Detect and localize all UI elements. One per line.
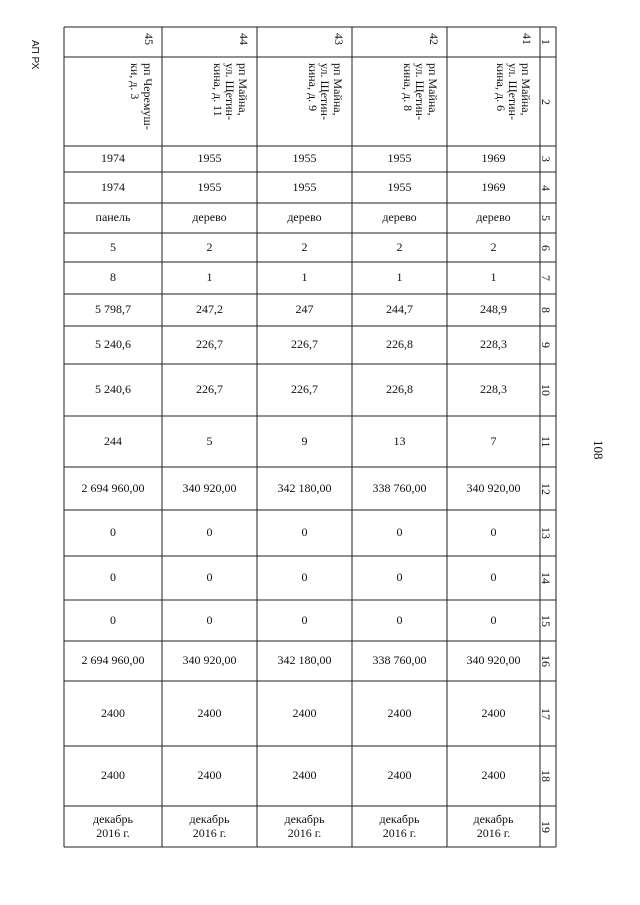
- table-cell: 338 760,00: [372, 653, 427, 668]
- address-cell: рп Майна, ул. Щетин- кина, д. 6: [493, 63, 533, 120]
- table-cell: 1955: [197, 151, 222, 166]
- table-cell: 226,7: [291, 382, 318, 397]
- table-cell: 342 180,00: [277, 480, 332, 495]
- table-cell: 340 920,00: [182, 480, 237, 495]
- table-cell: 2: [490, 239, 497, 254]
- row-number: 1: [539, 39, 553, 45]
- table-cell: 5 240,6: [95, 337, 131, 352]
- row-number: 4: [539, 184, 553, 191]
- table-cell: 2400: [101, 705, 125, 720]
- table-cell: 2400: [101, 768, 125, 783]
- table-cell: 2400: [197, 705, 222, 720]
- row-number: 9: [539, 342, 553, 348]
- table-cell: 0: [110, 570, 116, 585]
- row-number: 10: [539, 384, 553, 396]
- table-cell: 0: [301, 525, 308, 540]
- table-cell: 2400: [481, 705, 506, 720]
- table-cell: 340 920,00: [466, 653, 521, 668]
- table-cell: 2: [206, 239, 213, 254]
- table-cell: 0: [206, 612, 213, 627]
- table-cell: 7: [490, 433, 497, 448]
- table-cell: 2: [301, 239, 308, 254]
- table-cell: 0: [490, 570, 497, 585]
- row-number: 15: [539, 614, 553, 627]
- table-cell: 226,7: [196, 382, 223, 397]
- table-cell: 5: [110, 239, 116, 254]
- margin-stamp: АП РХ: [29, 40, 40, 70]
- table-cell: 247: [295, 302, 314, 317]
- row-number: 3: [539, 156, 553, 162]
- table-cell: 5 798,7: [95, 302, 131, 317]
- table-cell: 247,2: [196, 302, 223, 317]
- table-cell: 228,3: [480, 337, 507, 352]
- table-cell: 1955: [387, 151, 412, 166]
- row-number: 11: [539, 435, 553, 448]
- row-number: 17: [539, 707, 553, 720]
- column-id: 42: [427, 33, 441, 45]
- address-cell: рп Майна, ул. Щетин- кина, д. 11: [210, 63, 250, 120]
- table-cell: 1: [490, 270, 497, 285]
- page-number: 108: [591, 440, 606, 460]
- table-cell: 1: [206, 270, 213, 285]
- table-cell: декабрь 2016 г.: [473, 812, 514, 840]
- table-cell: 0: [206, 570, 213, 585]
- table-cell: декабрь 2016 г.: [93, 812, 133, 840]
- table-cell: 13: [393, 433, 406, 448]
- table-cell: 1955: [292, 151, 317, 166]
- table-cell: 2400: [387, 705, 412, 720]
- table-cell: 2400: [292, 705, 317, 720]
- table-cell: 2 694 960,00: [81, 480, 145, 495]
- row-number: 12: [539, 482, 553, 495]
- table-cell: 1974: [101, 151, 125, 166]
- table-cell: 226,8: [386, 382, 413, 397]
- table-cell: декабрь 2016 г.: [189, 812, 230, 840]
- address-cell: рп Майна, ул. Щетин- кина, д. 8: [400, 63, 440, 120]
- table-cell: 340 920,00: [466, 480, 521, 495]
- row-number: 14: [539, 572, 553, 584]
- table-cell: 1: [301, 270, 308, 285]
- table-cell: 248,9: [480, 302, 507, 317]
- table-cell: 2400: [387, 768, 412, 783]
- table-cell: 226,7: [196, 337, 223, 352]
- address-cell: рп Майна, ул. Щетин- кина, д. 9: [305, 63, 345, 120]
- table-cell: 342 180,00: [277, 653, 332, 668]
- column-id: 43: [332, 33, 346, 45]
- table-cell: 2400: [197, 768, 222, 783]
- table-cell: 8: [110, 270, 116, 285]
- row-number: 16: [539, 655, 553, 667]
- table-cell: 1: [396, 270, 403, 285]
- row-number: 18: [539, 770, 553, 782]
- row-number: 6: [539, 244, 553, 251]
- table-cell: 338 760,00: [372, 480, 427, 495]
- table-cell: 244: [104, 433, 122, 448]
- table-cell: 228,3: [480, 382, 507, 397]
- table-cell: 0: [396, 570, 403, 585]
- table-cell: 244,7: [386, 302, 413, 317]
- table-cell: 2400: [481, 768, 506, 783]
- row-number: 7: [539, 275, 553, 281]
- table-cell: 0: [301, 570, 308, 585]
- table-cell: 226,7: [291, 337, 318, 352]
- table-cell: 1969: [481, 151, 506, 166]
- table-cell: декабрь 2016 г.: [284, 812, 325, 840]
- table-cell: 5 240,6: [95, 382, 131, 397]
- table-cell: 1955: [387, 179, 412, 194]
- row-number: 13: [539, 527, 553, 539]
- table-cell: 1974: [101, 179, 125, 194]
- row-number: 8: [539, 307, 553, 313]
- table-cell: дерево: [382, 210, 417, 225]
- table-cell: 0: [110, 612, 116, 627]
- table-cell: дерево: [287, 210, 322, 225]
- table-cell: 0: [206, 525, 213, 540]
- column-id: 41: [520, 33, 534, 45]
- table-cell: 1955: [292, 179, 317, 194]
- table-cell: 2400: [292, 768, 317, 783]
- table-cell: 0: [490, 525, 497, 540]
- table-cell: 0: [490, 612, 497, 627]
- table-cell: 2 694 960,00: [81, 653, 145, 668]
- table-cell: 226,8: [386, 337, 413, 352]
- row-number: 19: [539, 820, 553, 833]
- table-cell: 0: [396, 612, 403, 627]
- table-cell: 9: [301, 433, 308, 448]
- column-id: 44: [237, 33, 251, 45]
- table-cell: 0: [396, 525, 403, 540]
- table-cell: 0: [301, 612, 308, 627]
- table-cell: панель: [95, 210, 131, 225]
- table-cell: 1969: [481, 179, 506, 194]
- table-cell: дерево: [476, 210, 511, 225]
- table-cell: декабрь 2016 г.: [379, 812, 420, 840]
- row-number: 2: [539, 98, 553, 105]
- row-number: 5: [539, 215, 553, 221]
- table-cell: 340 920,00: [182, 653, 237, 668]
- table-cell: 0: [110, 525, 116, 540]
- table-cell: дерево: [192, 210, 227, 225]
- table-cell: 1955: [197, 179, 222, 194]
- table-cell: 2: [396, 239, 403, 254]
- address-cell: рп Черемуш- ки, д. 3: [128, 63, 155, 130]
- table-cell: 5: [206, 433, 213, 448]
- column-id: 45: [142, 33, 156, 45]
